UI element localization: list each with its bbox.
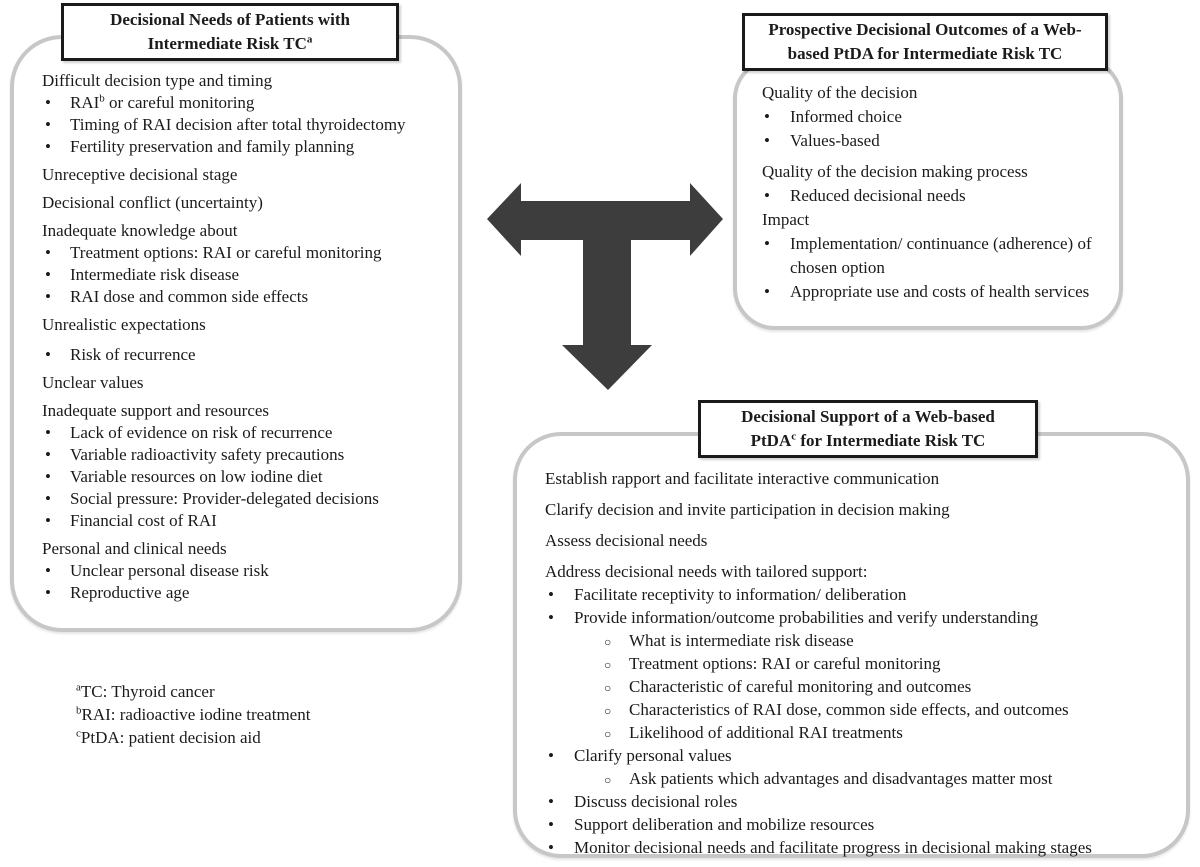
outcomes-title-line2: based PtDA for Intermediate Risk TC: [787, 44, 1063, 63]
support-title-line2-post: for Intermediate Risk TC: [796, 431, 986, 450]
list-item-text: Lack of evidence on risk of recurrence: [70, 423, 333, 442]
list-item-text: Assess decisional needs: [545, 531, 708, 550]
list-item-text: Clarify personal values: [574, 746, 732, 765]
support-box-content: [545, 459, 1175, 859]
list-item-text: Informed choice: [790, 107, 902, 126]
list-item: [42, 264, 446, 286]
list-item: [545, 744, 1175, 767]
needs-title-line1: Decisional Needs of Patients with: [110, 10, 350, 29]
list-item: [42, 242, 446, 264]
list-item-text: Impact: [762, 210, 810, 229]
list-item-text: Clarify decision and invite participation in decision making: [545, 500, 950, 519]
list-item-text: Timing of RAI decision after total thyroidectomy: [70, 115, 406, 134]
list-item: [42, 286, 446, 308]
needs-title-line2-text: Intermediate Risk TC: [147, 34, 307, 53]
list-item: [42, 422, 446, 444]
list-item: [42, 220, 446, 242]
list-item: [42, 466, 446, 488]
list-item: [42, 582, 446, 604]
list-item-text: Variable radioactivity safety precautions: [70, 445, 345, 464]
list-item-text: Risk of recurrence: [70, 345, 196, 364]
list-item-text: Inadequate support and resources: [42, 401, 270, 420]
footnote-item: [76, 680, 310, 703]
list-item-text: Personal and clinical needs: [42, 539, 227, 558]
list-item-text: Unreceptive decisional stage: [42, 165, 238, 184]
list-item: [762, 232, 1110, 280]
list-item: [545, 629, 1175, 652]
list-item: [42, 92, 446, 114]
list-item-text: Provide information/outcome probabilities and verify understanding: [574, 608, 1039, 627]
list-item: [545, 767, 1175, 790]
list-item: [545, 529, 1175, 552]
list-item-text: Fertility preservation and family planning: [70, 137, 355, 156]
list-item: [545, 698, 1175, 721]
list-item: [545, 721, 1175, 744]
footnote-item: [76, 726, 310, 749]
list-item-text: Treatment options: RAI or careful monitoring: [629, 654, 941, 673]
list-item: [42, 164, 446, 186]
list-item: [762, 105, 1110, 129]
list-item: [545, 606, 1175, 629]
list-item-text: Facilitate receptivity to information/ deliberation: [574, 585, 907, 604]
support-title-line2-pre: PtDA: [750, 431, 792, 450]
needs-title-line2: [68, 32, 392, 56]
list-item-text: Variable resources on low iodine diet: [70, 467, 323, 486]
outcomes-title-line1: Prospective Decisional Outcomes of a Web-: [768, 20, 1082, 39]
list-item: [545, 652, 1175, 675]
support-title-line1: Decisional Support of a Web-based: [741, 407, 995, 426]
list-item-text: RAI dose and common side effects: [70, 287, 309, 306]
list-item-text: Discuss decisional roles: [574, 792, 738, 811]
list-item-text: Financial cost of RAI: [70, 511, 217, 530]
list-item-text: Decisional conflict (uncertainty): [42, 193, 263, 212]
outcomes-title-box: [742, 13, 1108, 71]
list-item-text: Quality of the decision making process: [762, 162, 1028, 181]
list-item-text: Quality of the decision: [762, 83, 918, 102]
list-item: [545, 836, 1175, 859]
support-title-box: [698, 400, 1038, 458]
list-item-text: Reproductive age: [70, 583, 190, 602]
list-item: [545, 675, 1175, 698]
footnote-text: $^a$TC: Thyroid cancer: [76, 681, 215, 701]
outcomes-box-content: [762, 74, 1110, 304]
list-item: [545, 498, 1175, 521]
list-item-text: Monitor decisional needs and facilitate progress in decisional making stages: [574, 838, 1092, 857]
list-item: [762, 184, 1110, 208]
list-item: [762, 160, 1110, 184]
list-item-text: Values-based: [790, 131, 880, 150]
list-item-text: Characteristics of RAI dose, common side effects, and outcomes: [629, 700, 1069, 719]
list-item-text: Implementation/ continuance (adherence) of chosen option: [790, 234, 1092, 277]
needs-title-box: [61, 3, 399, 61]
list-item: [545, 467, 1175, 490]
list-item-text: Ask patients which advantages and disadvantages matter most: [629, 769, 1053, 788]
list-item: [545, 790, 1175, 813]
list-item-text: Unclear personal disease risk: [70, 561, 269, 580]
footnote-text: $^c$PtDA: patient decision aid: [76, 727, 261, 747]
list-item-text: Intermediate risk disease: [70, 265, 239, 284]
list-item: [42, 560, 446, 582]
list-item: [762, 129, 1110, 153]
list-item-text: Likelihood of additional RAI treatments: [629, 723, 903, 742]
list-item: [42, 444, 446, 466]
list-item-text: Establish rapport and facilitate interactive communication: [545, 469, 940, 488]
list-item-text: Characteristic of careful monitoring and outcomes: [629, 677, 972, 696]
list-item: [545, 583, 1175, 606]
list-item-text: RAI$^b$ or careful monitoring: [70, 92, 255, 112]
three-way-arrow-shape: [487, 183, 723, 390]
list-item: [762, 81, 1110, 105]
list-item-text: Inadequate knowledge about: [42, 221, 238, 240]
list-item: [42, 192, 446, 214]
list-item-text: Treatment options: RAI or careful monitoring: [70, 243, 382, 262]
list-item: [545, 813, 1175, 836]
footnote-text: $^b$RAI: radioactive iodine treatment: [76, 704, 311, 724]
three-way-arrow: [470, 175, 730, 395]
list-item: [762, 280, 1110, 304]
list-item: [762, 208, 1110, 232]
list-item: [42, 70, 446, 92]
list-item-text: Unclear values: [42, 373, 144, 392]
list-item-text: What is intermediate risk disease: [629, 631, 854, 650]
superscript-a: a: [306, 33, 313, 46]
list-item: [42, 372, 446, 394]
list-item: [42, 510, 446, 532]
list-item-text: Reduced decisional needs: [790, 186, 966, 205]
needs-box-content: [42, 64, 446, 604]
list-item: [545, 560, 1175, 583]
list-item: [42, 136, 446, 158]
footnotes: [76, 680, 310, 749]
list-item: [42, 314, 446, 336]
list-item-text: Address decisional needs with tailored support:: [545, 562, 868, 581]
footnote-item: [76, 703, 310, 726]
superscript-c: c: [791, 430, 797, 443]
list-item-text: Support deliberation and mobilize resources: [574, 815, 875, 834]
support-title-line2: [705, 429, 1031, 453]
list-item: [42, 400, 446, 422]
list-item-text: Difficult decision type and timing: [42, 71, 273, 90]
list-item-text: Appropriate use and costs of health services: [790, 282, 1090, 301]
list-item-text: Unrealistic expectations: [42, 315, 206, 334]
list-item: [42, 114, 446, 136]
list-item-text: Social pressure: Provider-delegated decisions: [70, 489, 379, 508]
list-item: [42, 538, 446, 560]
list-item: [42, 344, 446, 366]
list-item: [42, 488, 446, 510]
